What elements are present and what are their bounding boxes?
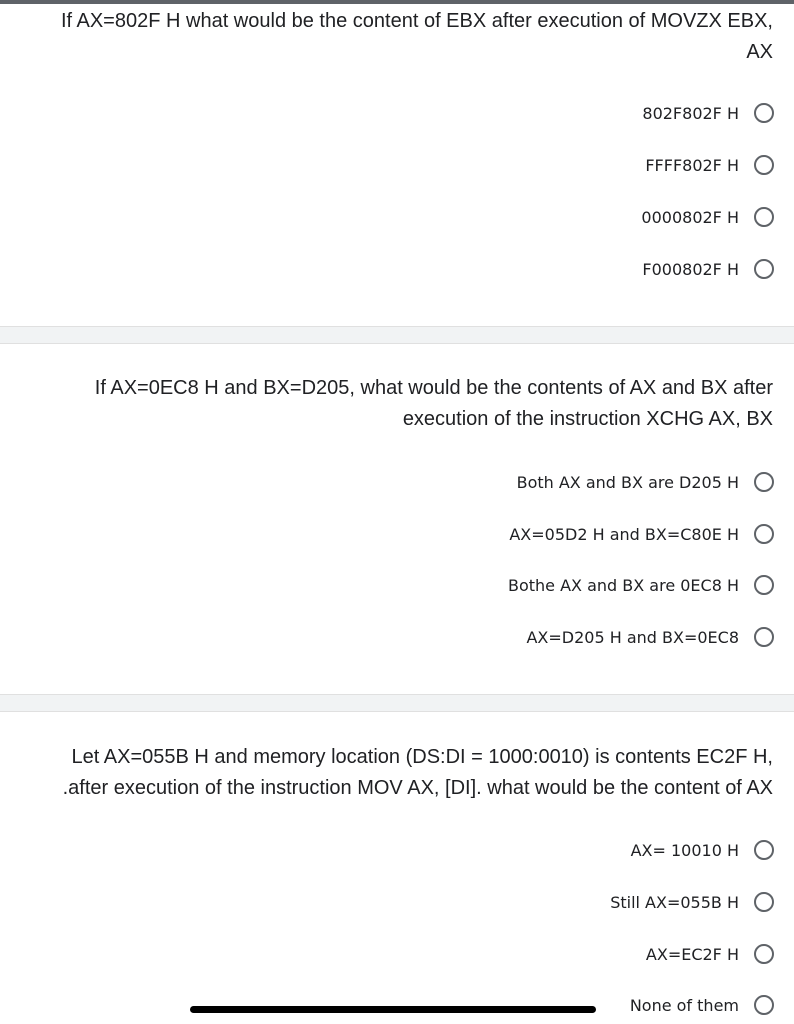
option-q3-d[interactable] xyxy=(630,990,774,1020)
option-label: AX=EC2F H xyxy=(645,944,739,964)
question-text-line: .after execution of the instruction MOV AX, [DI]. what would be the content of AX xyxy=(62,777,773,799)
card-separator xyxy=(0,326,794,344)
option-q2-a[interactable] xyxy=(517,467,774,497)
option-q1-a[interactable] xyxy=(642,98,774,128)
radio-button-icon[interactable] xyxy=(754,207,774,227)
option-label: Both AX and BX are D205 H xyxy=(516,472,739,492)
radio-button-icon[interactable] xyxy=(754,524,774,544)
option-label: F000802F H xyxy=(642,259,739,279)
radio-button-icon[interactable] xyxy=(754,103,774,123)
radio-button-icon[interactable] xyxy=(754,575,774,595)
question-text-3 xyxy=(63,742,773,804)
option-q1-b[interactable] xyxy=(645,150,774,180)
question-text-line: If AX=0EC8 H and BX=D205, what would be the contents of AX and BX after xyxy=(94,377,773,399)
question-text-line: Let AX=055B H and memory location (DS:DI = 1000:0010) is contents EC2F H, xyxy=(71,746,773,768)
radio-button-icon[interactable] xyxy=(754,259,774,279)
radio-button-icon[interactable] xyxy=(754,944,774,964)
option-label: FFFF802F H xyxy=(645,155,739,175)
home-indicator-bar[interactable] xyxy=(190,1006,596,1013)
question-card-2 xyxy=(0,344,794,694)
option-label: Bothe AX and BX are 0EC8 H xyxy=(507,575,739,595)
option-label: 0000802F H xyxy=(641,207,739,227)
radio-button-icon[interactable] xyxy=(754,892,774,912)
question-text-line: AX xyxy=(746,41,773,63)
option-q3-b[interactable] xyxy=(610,887,774,917)
option-label: AX=D205 H and BX=0EC8 xyxy=(526,627,739,647)
radio-button-icon[interactable] xyxy=(754,472,774,492)
question-text-1 xyxy=(61,6,773,68)
option-label: 802F802F H xyxy=(642,103,739,123)
option-label: None of them xyxy=(629,995,739,1015)
card-separator xyxy=(0,694,794,712)
option-label: AX= 10010 H xyxy=(630,840,739,860)
option-q3-c[interactable] xyxy=(646,939,774,969)
question-text-2 xyxy=(95,373,773,435)
option-q2-d[interactable] xyxy=(526,622,774,652)
question-card-3 xyxy=(0,712,794,1024)
radio-button-icon[interactable] xyxy=(754,840,774,860)
radio-button-icon[interactable] xyxy=(754,627,774,647)
option-label: Still AX=055B H xyxy=(610,892,739,912)
option-q1-c[interactable] xyxy=(641,202,774,232)
question-text-line: execution of the instruction XCHG AX, BX xyxy=(402,408,773,430)
question-card-1 xyxy=(0,4,794,326)
option-q1-d[interactable] xyxy=(642,254,774,284)
option-q3-a[interactable] xyxy=(631,835,774,865)
radio-button-icon[interactable] xyxy=(754,155,774,175)
radio-button-icon[interactable] xyxy=(754,995,774,1015)
option-label: AX=05D2 H and BX=C80E H xyxy=(509,524,739,544)
option-q2-b[interactable] xyxy=(509,519,774,549)
option-q2-c[interactable] xyxy=(508,570,774,600)
question-text-line: If AX=802F H what would be the content of EBX after execution of MOVZX EBX, xyxy=(60,10,773,32)
